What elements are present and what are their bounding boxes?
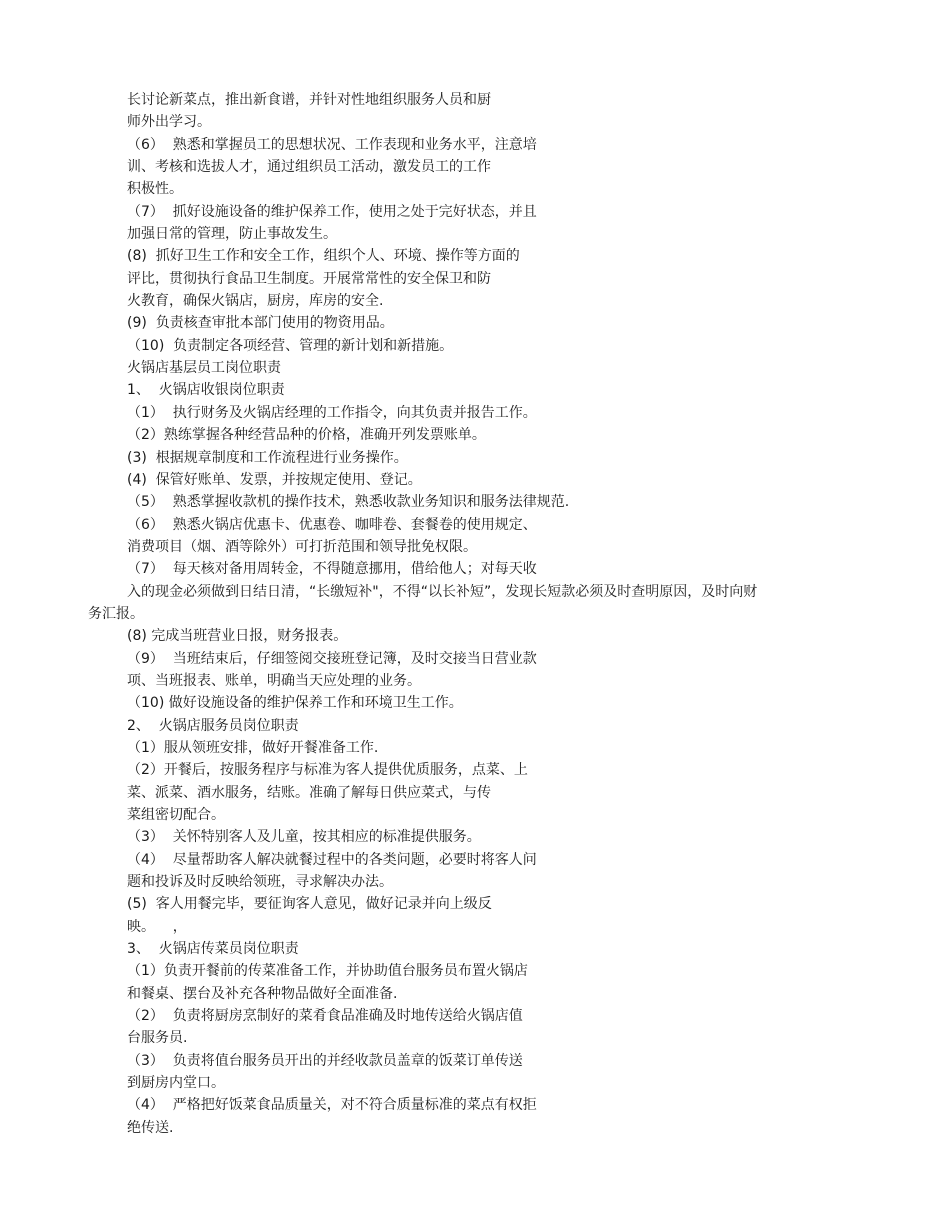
section-heading: 火锅店基层员工岗位职责 <box>127 360 281 377</box>
text-line: (8) 完成当班营业日报，财务报表。 <box>127 628 348 645</box>
text-line: （2）熟练掌握各种经营品种的价格，准确开列发票账单。 <box>127 427 486 444</box>
text-line: (9) 负责核查审批本部门使用的物资用品。 <box>127 315 394 332</box>
text-line: （7） 每天核对备用周转金，不得随意挪用，借给他人；对每天收 <box>127 561 537 578</box>
text-line: （2） 负责将厨房烹制好的菜肴食品准确及时地传送给火锅店值 <box>127 1008 523 1025</box>
subsection-heading: 3、 火锅店传菜员岗位职责 <box>127 941 299 958</box>
text-line: （1） 执行财务及火锅店经理的工作指令，向其负责并报告工作。 <box>127 404 537 421</box>
text-line: 加强日常的管理，防止事故发生。 <box>127 226 337 243</box>
text-line: （3） 负责将值台服务员开出的并经收款员盖章的饭菜订单传送 <box>127 1052 523 1069</box>
text-line: 题和投诉及时反映给领班，寻求解决办法。 <box>127 874 393 891</box>
text-line: 菜组密切配合。 <box>127 807 225 823</box>
text-line: （9） 当班结束后，仔细签阅交接班登记簿，及时交接当日营业款 <box>127 650 537 667</box>
text-line: 台服务员. <box>127 1030 188 1047</box>
text-line: （6） 熟悉火锅店优惠卡、优惠卷、咖啡卷、套餐卷的使用规定、 <box>127 516 537 533</box>
text-line: （5） 熟悉掌握收款机的操作技术，熟悉收款业务知识和服务法律规范. <box>127 494 570 511</box>
text-line: （10) 负责制定各项经营、管理的新计划和新措施。 <box>127 337 454 354</box>
document-body <box>0 89 950 1139</box>
text-line: (5) 客人用餐完毕，要征询客人意见，做好记录并向上级反 <box>127 896 492 913</box>
text-line: （1）负责开餐前的传菜准备工作，并协助值台服务员布置火锅店 <box>127 963 528 980</box>
text-line: 训、考核和选拔人才，通过组织员工活动，激发员工的工作 <box>127 159 491 176</box>
text-line: (4) 保管好账单、发票，并按规定使用、登记。 <box>127 471 422 488</box>
text-line: 长讨论新菜点，推出新食谱，并针对性地组织服务人员和厨 <box>127 92 491 108</box>
text-line: 消费项目（烟、酒等除外）可打折范围和领导批免权限。 <box>127 538 477 555</box>
text-line: 绝传送. <box>127 1119 174 1136</box>
text-line: （1）服从领班安排，做好开餐准备工作. <box>127 739 379 756</box>
text-line: 映。 ， <box>127 918 187 935</box>
text-line: 项、当班报表、账单，明确当天应处理的业务。 <box>127 672 421 689</box>
text-line: （4） 尽量帮助客人解决就餐过程中的各类问题，必要时将客人问 <box>127 851 537 868</box>
text-line: 师外出学习。 <box>127 114 211 131</box>
text-line: （6） 熟悉和掌握员工的思想状况、工作表现和业务水平，注意培 <box>127 136 537 153</box>
text-line: 菜、派菜、酒水服务，结账。准确了解每日供应菜式，与传 <box>127 784 491 801</box>
text-line: （4） 严格把好饭菜食品质量关，对不符合质量标准的菜点有权拒 <box>127 1097 537 1114</box>
text-line: （10) 做好设施设备的维护保养工作和环境卫生工作。 <box>127 695 463 712</box>
text-line: 到厨房内堂口。 <box>127 1075 225 1092</box>
text-line: 入的现金必须做到日结日清，“长缴短补"，不得“以长补短”，发现长短款必须及时查明原因，及时向财 <box>127 583 758 600</box>
text-line: (8) 抓好卫生工作和安全工作，组织个人、环境、操作等方面的 <box>127 248 520 265</box>
text-line: 评比，贯彻执行食品卫生制度。开展常常性的安全保卫和防 <box>127 270 491 287</box>
subsection-heading: 2、 火锅店服务员岗位职责 <box>127 717 299 734</box>
text-line: 积极性。 <box>127 181 183 198</box>
text-line: 务汇报。 <box>88 605 144 622</box>
text-line: （7） 抓好设施设备的维护保养工作，使用之处于完好状态，并且 <box>127 203 537 220</box>
subsection-heading: 1、 火锅店收银岗位职责 <box>127 382 285 399</box>
text-line: 和餐桌、摆台及补充各种物品做好全面准备. <box>127 985 398 1002</box>
text-line: (3) 根据规章制度和工作流程进行业务操作。 <box>127 449 408 466</box>
text-line: （2）开餐后，按服务程序与标准为客人提供优质服务，点菜、上 <box>127 762 528 779</box>
text-line: 火教育，确保火锅店，厨房，库房的安全. <box>127 293 384 310</box>
text-line: （3） 关怀特别客人及儿童，按其相应的标准提供服务。 <box>127 829 481 846</box>
